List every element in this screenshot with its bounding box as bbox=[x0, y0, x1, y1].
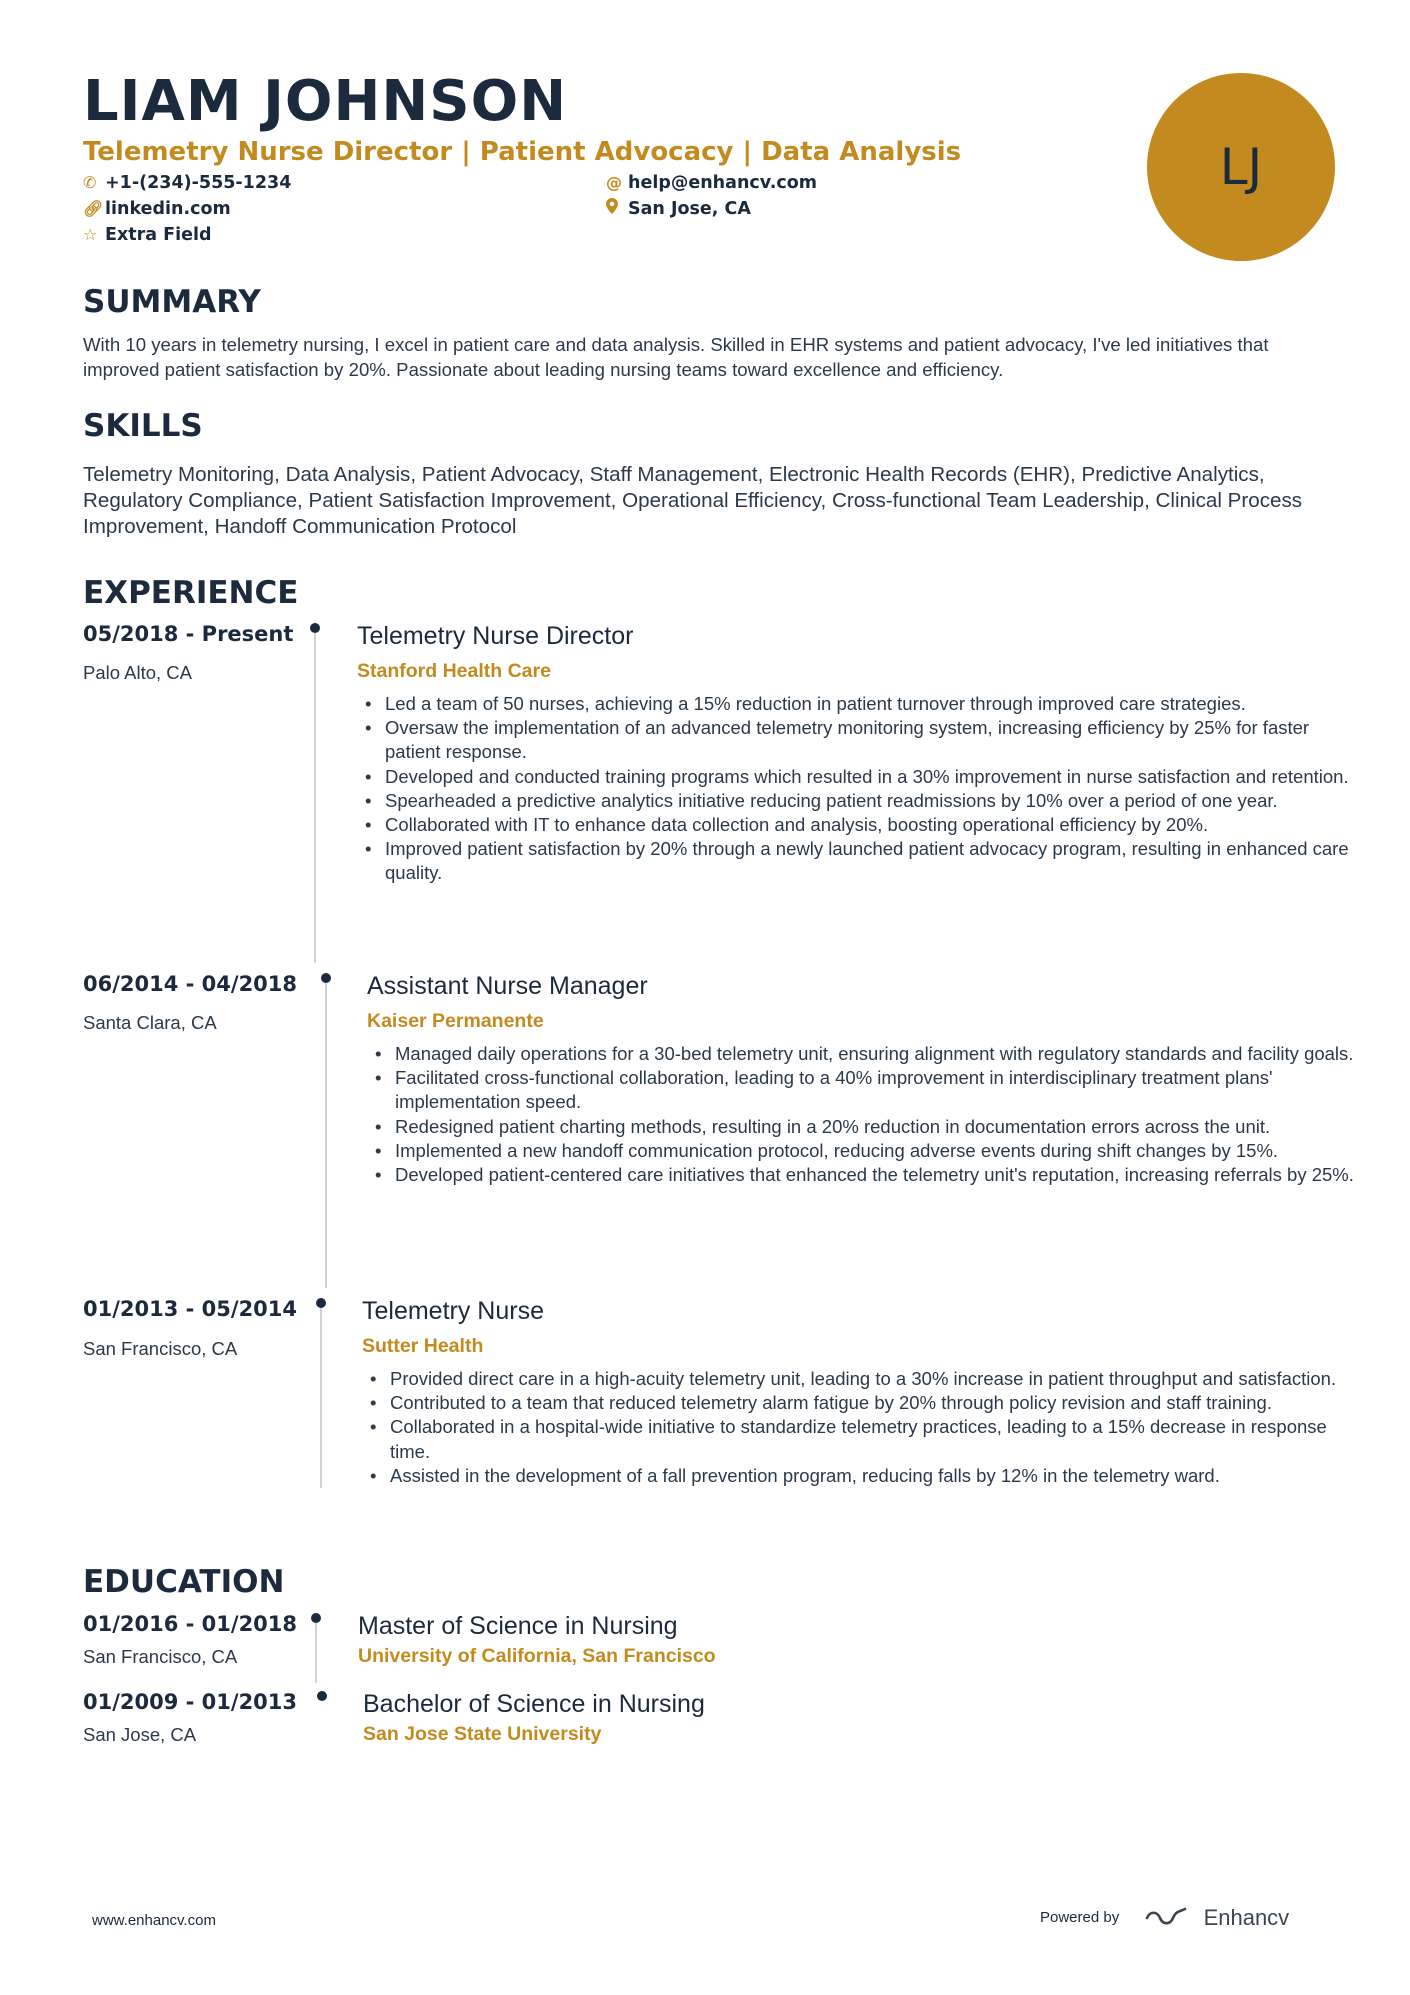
list-item: • Managed daily operations for a 30-bed telemetry unit, ensuring alignment with regulatory standards and facility goals. bbox=[395, 1042, 1365, 1066]
job-dates: 06/2014 - 04/2018 bbox=[83, 972, 298, 996]
timeline-line bbox=[320, 1308, 322, 1488]
job-bullets bbox=[357, 692, 1365, 886]
education-degree: Bachelor of Science in Nursing bbox=[363, 1690, 705, 1718]
summary-heading: SUMMARY bbox=[83, 284, 261, 320]
list-item: • Contributed to a team that reduced telemetry alarm fatigue by 20% through policy revision and staff training. bbox=[390, 1391, 1365, 1415]
education-school: University of California, San Francisco bbox=[358, 1645, 716, 1667]
contact-linkedin[interactable]: 🔗︎linkedin.com bbox=[83, 196, 231, 222]
timeline-line bbox=[314, 633, 316, 963]
summary-text: With 10 years in telemetry nursing, I excel in patient care and data analysis. Skilled in EHR systems and patient advocacy, I've led initiatives that improved patient satisfaction by 20%. Passionate about leading nursing teams toward excellence and efficiency. bbox=[83, 334, 1269, 380]
skills-text: Telemetry Monitoring, Data Analysis, Patient Advocacy, Staff Management, Electronic Health Records (EHR), Predictive Analytics, Regulatory Compliance, Patient Satisfaction Improvement, Operational Efficiency, Cross-functional Team Leadership, Clinical Process Improvement, Handoff Communication Protocol bbox=[83, 463, 1303, 538]
list-item: • Provided direct care in a high-acuity telemetry unit, leading to a 30% increase in patient throughput and satisfaction. bbox=[390, 1367, 1365, 1391]
timeline-line bbox=[315, 1623, 317, 1683]
timeline-line bbox=[325, 983, 327, 1288]
education-dates: 01/2009 - 01/2013 bbox=[83, 1690, 298, 1714]
job-dates: 05/2018 - Present bbox=[83, 622, 294, 646]
list-item: • Collaborated with IT to enhance data collection and analysis, boosting operational efficiency by 20%. bbox=[385, 813, 1365, 837]
contact-phone: ✆ +1-(234)-555-1234 bbox=[83, 170, 291, 196]
skills-heading: SKILLS bbox=[83, 408, 203, 444]
job-company: Sutter Health bbox=[362, 1335, 484, 1357]
job-location: San Francisco, CA bbox=[83, 1338, 238, 1359]
job-location: Santa Clara, CA bbox=[83, 1012, 217, 1033]
enhancv-logo-icon bbox=[1143, 1906, 1189, 1930]
list-item: • Developed patient-centered care initiatives that enhanced the telemetry unit's reputation, increasing referrals by 25%. bbox=[395, 1163, 1365, 1187]
location-pin-icon bbox=[606, 196, 628, 222]
list-item: • Oversaw the implementation of an advanced telemetry monitoring system, increasing efficiency by 25% for faster patient response. bbox=[385, 716, 1365, 764]
list-item: • Facilitated cross-functional collaboration, leading to a 40% improvement in interdisciplinary treatment plans' implementation speed. bbox=[395, 1066, 1365, 1114]
education-school: San Jose State University bbox=[363, 1723, 602, 1745]
list-item: • Developed and conducted training programs which resulted in a 30% improvement in nurse satisfaction and retention. bbox=[385, 765, 1365, 789]
brand-name: Enhancv bbox=[1203, 1905, 1290, 1930]
contact-extra: ☆ Extra Field bbox=[83, 222, 212, 248]
timeline-dot bbox=[317, 1691, 327, 1701]
job-dates: 01/2013 - 05/2014 bbox=[83, 1297, 298, 1321]
contact-location: San Jose, CA bbox=[606, 196, 751, 222]
timeline-dot bbox=[311, 1613, 321, 1623]
education-degree: Master of Science in Nursing bbox=[358, 1612, 678, 1640]
job-company: Kaiser Permanente bbox=[367, 1010, 544, 1032]
education-dates: 01/2016 - 01/2018 bbox=[83, 1612, 298, 1636]
education-location: San Jose, CA bbox=[83, 1724, 197, 1745]
footer-website[interactable]: www.enhancv.com bbox=[92, 1912, 216, 1929]
timeline-dot bbox=[310, 623, 320, 633]
job-role: Assistant Nurse Manager bbox=[367, 972, 648, 1000]
timeline-dot bbox=[321, 973, 331, 983]
list-item: • Led a team of 50 nurses, achieving a 15% reduction in patient turnover through improved care strategies. bbox=[385, 692, 1365, 716]
avatar: LJ bbox=[1147, 73, 1335, 261]
timeline-dot bbox=[316, 1298, 326, 1308]
list-item: • Spearheaded a predictive analytics initiative reducing patient readmissions by 10% over a period of one year. bbox=[385, 789, 1365, 813]
job-bullets bbox=[362, 1367, 1365, 1488]
job-bullets bbox=[367, 1042, 1365, 1187]
list-item: • Improved patient satisfaction by 20% through a newly launched patient advocacy program, resulting in enhanced care quality. bbox=[385, 837, 1365, 885]
job-location: Palo Alto, CA bbox=[83, 662, 193, 683]
job-role: Telemetry Nurse bbox=[362, 1297, 544, 1325]
list-item: • Assisted in the development of a fall prevention program, reducing falls by 12% in the telemetry ward. bbox=[390, 1464, 1365, 1488]
list-item: • Redesigned patient charting methods, resulting in a 20% reduction in documentation errors across the unit. bbox=[395, 1115, 1365, 1139]
candidate-name: LIAM JOHNSON bbox=[83, 69, 568, 134]
education-location: San Francisco, CA bbox=[83, 1646, 238, 1667]
job-role: Telemetry Nurse Director bbox=[357, 622, 634, 650]
powered-by-label: Powered by bbox=[1040, 1908, 1120, 1926]
list-item: • Collaborated in a hospital-wide initiative to standardize telemetry practices, leading to a 15% decrease in response time. bbox=[390, 1415, 1365, 1463]
experience-heading: EXPERIENCE bbox=[83, 575, 299, 611]
job-company: Stanford Health Care bbox=[357, 660, 551, 682]
list-item: • Implemented a new handoff communication protocol, reducing adverse events during shift changes by 15%. bbox=[395, 1139, 1365, 1163]
at-icon: @ bbox=[606, 173, 622, 192]
candidate-title: Telemetry Nurse Director | Patient Advocacy | Data Analysis bbox=[83, 137, 962, 167]
contact-email[interactable]: @ help@enhancv.com bbox=[606, 170, 817, 196]
footer-powered-by[interactable] bbox=[1040, 1905, 1289, 1931]
education-heading: EDUCATION bbox=[83, 1564, 285, 1600]
link-icon: 🔗︎ bbox=[83, 199, 104, 218]
star-icon: ☆ bbox=[83, 225, 98, 244]
phone-icon: ✆ bbox=[83, 173, 97, 192]
